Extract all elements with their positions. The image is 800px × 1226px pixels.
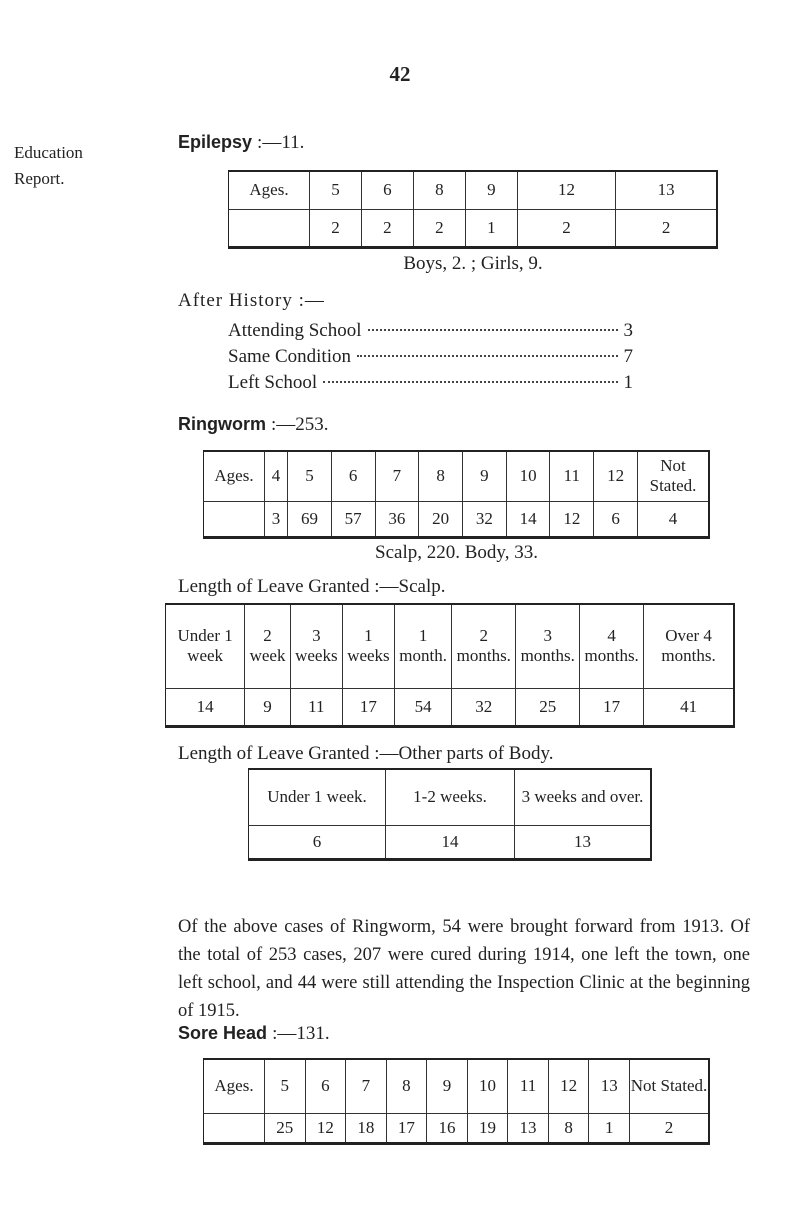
ringworm-heading-label: Ringworm [178,414,266,434]
scalp-leave-value-cell: 32 [452,688,516,726]
after-history-value: 7 [623,346,633,367]
body-leave-value-cell: 14 [386,825,515,859]
epilepsy-value-row [229,209,718,247]
body-leave-header-cell: 3 weeks and over. [515,769,652,825]
epilepsy-heading [178,132,304,154]
ringworm-value-cell: 14 [506,501,550,537]
epilepsy-table [228,170,718,249]
after-history-label: Left School [228,372,318,393]
scalp-leave-header-cell: 2 months. [452,604,516,688]
scalp-leave-header-cell: Over 4 months. [644,604,734,688]
epilepsy-value-cell: 2 [616,209,717,247]
ringworm-header-cell: Ages. [204,451,265,501]
sore-head-value-cell: 8 [548,1113,589,1143]
scalp-leave-header-cell: 1 weeks [342,604,394,688]
scalp-leave-header-cell: 2 week [245,604,291,688]
scalp-leave-value-cell: 25 [516,688,580,726]
scalp-leave-header-cell: Under 1 week [166,604,245,688]
scalp-leave-value-cell: 54 [394,688,451,726]
ringworm-value-cell: 4 [638,501,710,537]
scalp-leave-value-cell: 14 [166,688,245,726]
epilepsy-heading-count: :—11. [257,132,305,153]
ringworm-value-cell: 12 [550,501,594,537]
epilepsy-value-cell [229,209,310,247]
scalp-leave-table [165,603,735,728]
ringworm-header-cell: 7 [375,451,419,501]
sore-head-age-table [203,1058,710,1145]
sore-head-value-cell: 18 [346,1113,387,1143]
sore-head-value-cell: 17 [386,1113,427,1143]
ringworm-value-cell: 20 [419,501,463,537]
epilepsy-header-cell: 5 [310,171,362,209]
epilepsy-value-cell: 2 [310,209,362,247]
ringworm-header-cell: 12 [594,451,638,501]
margin-note-line-1: Education [14,143,83,162]
ringworm-value-cell: 69 [288,501,332,537]
scalp-leave-value-cell: 41 [644,688,734,726]
body-leave-value-cell: 6 [249,825,386,859]
after-history-item [228,346,633,368]
body-leave-header-cell: Under 1 week. [249,769,386,825]
after-history-item [228,320,633,342]
epilepsy-value-cell: 1 [465,209,517,247]
after-history-value: 3 [623,320,633,341]
after-history-label: Attending School [228,320,362,341]
scalp-leave-header-cell: 4 months. [580,604,644,688]
sore-head-value-row [204,1113,710,1143]
epilepsy-heading-label: Epilepsy [178,132,253,152]
sore-head-value-cell: 25 [265,1113,306,1143]
sore-head-header-cell: 12 [548,1059,589,1113]
body-leave-value-row [249,825,652,859]
ringworm-summary: Scalp, 220. Body, 33. [375,542,538,563]
ringworm-header-cell: 6 [331,451,375,501]
scalp-leave-value-row [166,688,735,726]
ringworm-header-cell: 9 [463,451,507,501]
epilepsy-header-cell: 13 [616,171,717,209]
scalp-leave-header-cell: 1 month. [394,604,451,688]
sore-head-value-cell: 12 [305,1113,346,1143]
sore-head-header-cell: 13 [589,1059,630,1113]
scalp-leave-header-cell: 3 weeks [290,604,342,688]
page-number: 42 [389,62,411,86]
body-leave-header-row [249,769,652,825]
after-history-label: Same Condition [228,346,351,367]
ringworm-age-table [203,450,710,539]
scalp-leave-value-cell: 11 [290,688,342,726]
epilepsy-value-cell: 2 [413,209,465,247]
sore-head-heading [178,1023,330,1045]
ringworm-heading-count: :—253. [271,414,329,435]
sore-head-value-cell [204,1113,265,1143]
margin-note-line-2: Report. [14,169,65,188]
epilepsy-header-cell: 8 [413,171,465,209]
body-leave-value-cell: 13 [515,825,652,859]
sore-head-value-cell: 1 [589,1113,630,1143]
sore-head-header-cell: 8 [386,1059,427,1113]
sore-head-value-cell: 13 [508,1113,549,1143]
scalp-leave-value-cell: 17 [580,688,644,726]
scalp-leave-header-row [166,604,735,688]
ringworm-paragraph: Of the above cases of Ringworm, 54 were brought forward from 1913. Of the total of 253 cases, 207 were cured during 1914, one left the town, one left school, and 44 were still attending the Inspection Clinic at the beginning of 1915. [178,917,750,1021]
epilepsy-header-cell: 9 [465,171,517,209]
ringworm-header-cell: Not Stated. [638,451,710,501]
scalp-leave-header-cell: 3 months. [516,604,580,688]
sore-head-header-cell: 9 [427,1059,468,1113]
epilepsy-value-cell: 2 [361,209,413,247]
ringworm-value-cell: 36 [375,501,419,537]
scalp-leave-value-cell: 17 [342,688,394,726]
epilepsy-summary: Boys, 2. ; Girls, 9. [403,253,543,274]
body-leave-title: Length of Leave Granted :—Other parts of Body. [178,743,554,764]
sore-head-header-cell: 7 [346,1059,387,1113]
body-leave-table [248,768,652,861]
sore-head-header-cell: 6 [305,1059,346,1113]
after-history-item [228,372,633,394]
after-history-value: 1 [623,372,633,393]
sore-head-header-cell: 11 [508,1059,549,1113]
ringworm-heading [178,414,329,436]
sore-head-value-cell: 2 [630,1113,710,1143]
after-history-title: After History :— [178,290,325,311]
sore-head-header-cell: 5 [265,1059,306,1113]
margin-note [14,140,144,192]
sore-head-header-row [204,1059,710,1113]
epilepsy-header-cell: 6 [361,171,413,209]
ringworm-header-row [204,451,710,501]
ringworm-value-cell: 6 [594,501,638,537]
ringworm-header-cell: 4 [265,451,288,501]
dot-leader [357,355,618,357]
dot-leader [368,329,618,331]
sore-head-heading-count: :—131. [272,1023,330,1044]
ringworm-value-cell: 57 [331,501,375,537]
sore-head-value-cell: 19 [467,1113,508,1143]
ringworm-value-cell [204,501,265,537]
ringworm-header-cell: 8 [419,451,463,501]
ringworm-header-cell: 5 [288,451,332,501]
epilepsy-header-row [229,171,718,209]
body-leave-header-cell: 1-2 weeks. [386,769,515,825]
ringworm-value-cell: 3 [265,501,288,537]
sore-head-header-cell: Ages. [204,1059,265,1113]
epilepsy-header-cell: Ages. [229,171,310,209]
ringworm-value-row [204,501,710,537]
sore-head-header-cell: 10 [467,1059,508,1113]
epilepsy-header-cell: 12 [517,171,615,209]
ringworm-header-cell: 10 [506,451,550,501]
sore-head-heading-label: Sore Head [178,1023,268,1043]
ringworm-value-cell: 32 [463,501,507,537]
scalp-leave-value-cell: 9 [245,688,291,726]
dot-leader [323,381,617,383]
scalp-leave-title: Length of Leave Granted :—Scalp. [178,576,446,597]
sore-head-value-cell: 16 [427,1113,468,1143]
ringworm-header-cell: 11 [550,451,594,501]
sore-head-header-cell: Not Stated. [630,1059,710,1113]
epilepsy-value-cell: 2 [517,209,615,247]
